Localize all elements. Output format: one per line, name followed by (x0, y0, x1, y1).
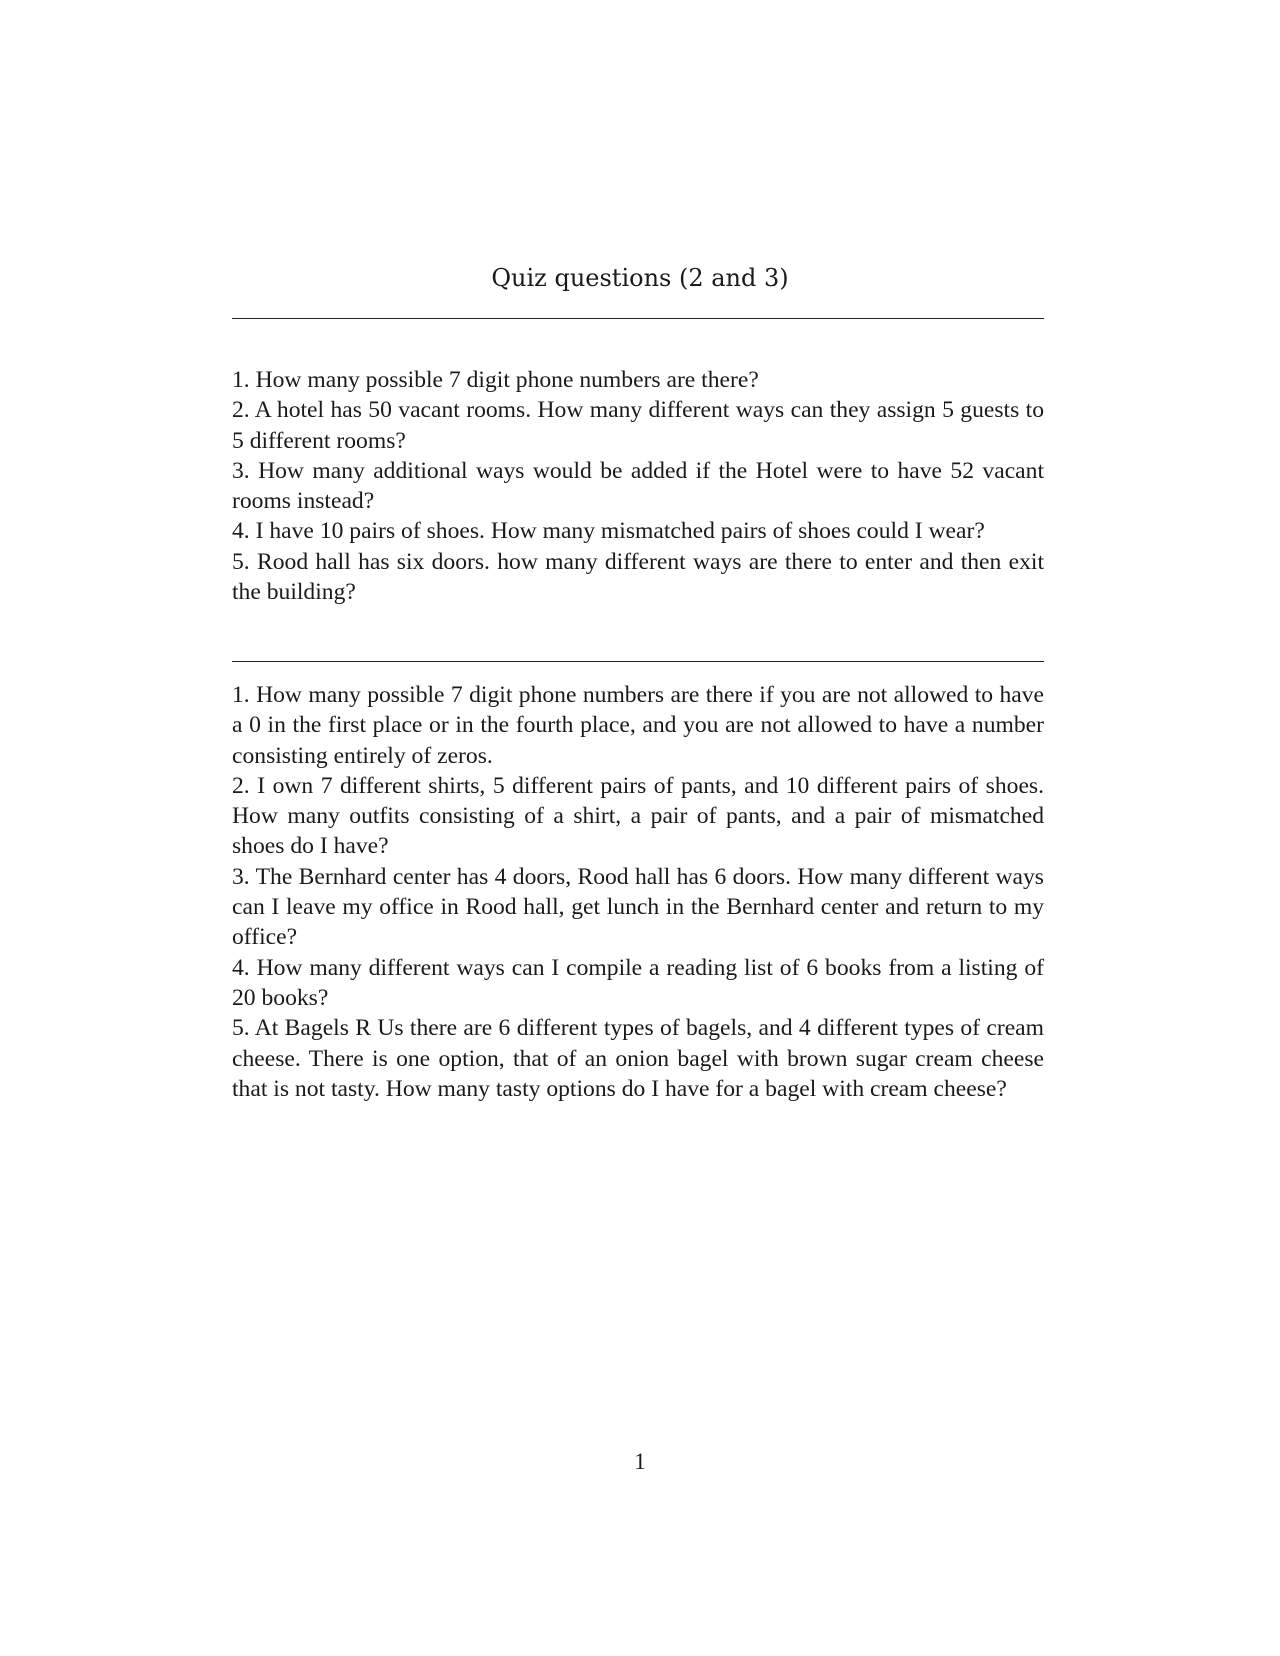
page-number: 1 (634, 1449, 646, 1474)
quiz-3-question-3: 3. The Bernhard center has 4 doors, Rood hall has 6 doors. How many different ways can I leave my office in Rood hall, get lunch in the Bernhard center and return to my office? (232, 863, 1044, 951)
quiz-3-question-4: 4. How many different ways can I compile a reading list of 6 books from a listing of 20 books? (232, 954, 1044, 1011)
quiz-2-question-4: 4. I have 10 pairs of shoes. How many mismatched pairs of shoes could I wear? (232, 518, 985, 545)
top-divider (232, 318, 1044, 319)
quiz-2-question-2: 2. A hotel has 50 vacant rooms. How many different ways can they assign 5 guests to 5 different rooms? (232, 397, 1044, 454)
quiz-3-question-1: 1. How many possible 7 digit phone numbers are there if you are not allowed to have a 0 in the first place or in the fourth place, and you are not allowed to have a number consisting entirely of zeros. (232, 682, 1044, 769)
quiz-3-question-5: 5. At Bagels R Us there are 6 different types of bagels, and 4 different types of cream cheese. There is one option, that of an onion bagel with brown sugar cream cheese that is not tasty. How many tasty options do I have for a bagel with cream cheese? (232, 1015, 1044, 1102)
quiz-2-question-1: 1. How many possible 7 digit phone numbers are there? (232, 367, 759, 393)
quiz-2-question-5: 5. Rood hall has six doors. how many different ways are there to enter and then exit the building? (232, 548, 1044, 606)
quiz-2-question-3: 3. How many additional ways would be added if the Hotel were to have 52 vacant rooms instead? (232, 457, 1044, 515)
middle-divider (232, 661, 1044, 662)
page-title: Quiz questions (2 and 3) (491, 264, 789, 292)
quiz-2-question-list (232, 365, 1044, 607)
quiz-3-question-list (232, 680, 1044, 1104)
quiz-3-question-2: 2. I own 7 different shirts, 5 different pairs of pants, and 10 different pairs of shoes. How many outfits consisting of a shirt, a pair of pants, and a pair of mismatched shoes do I have? (232, 772, 1044, 860)
